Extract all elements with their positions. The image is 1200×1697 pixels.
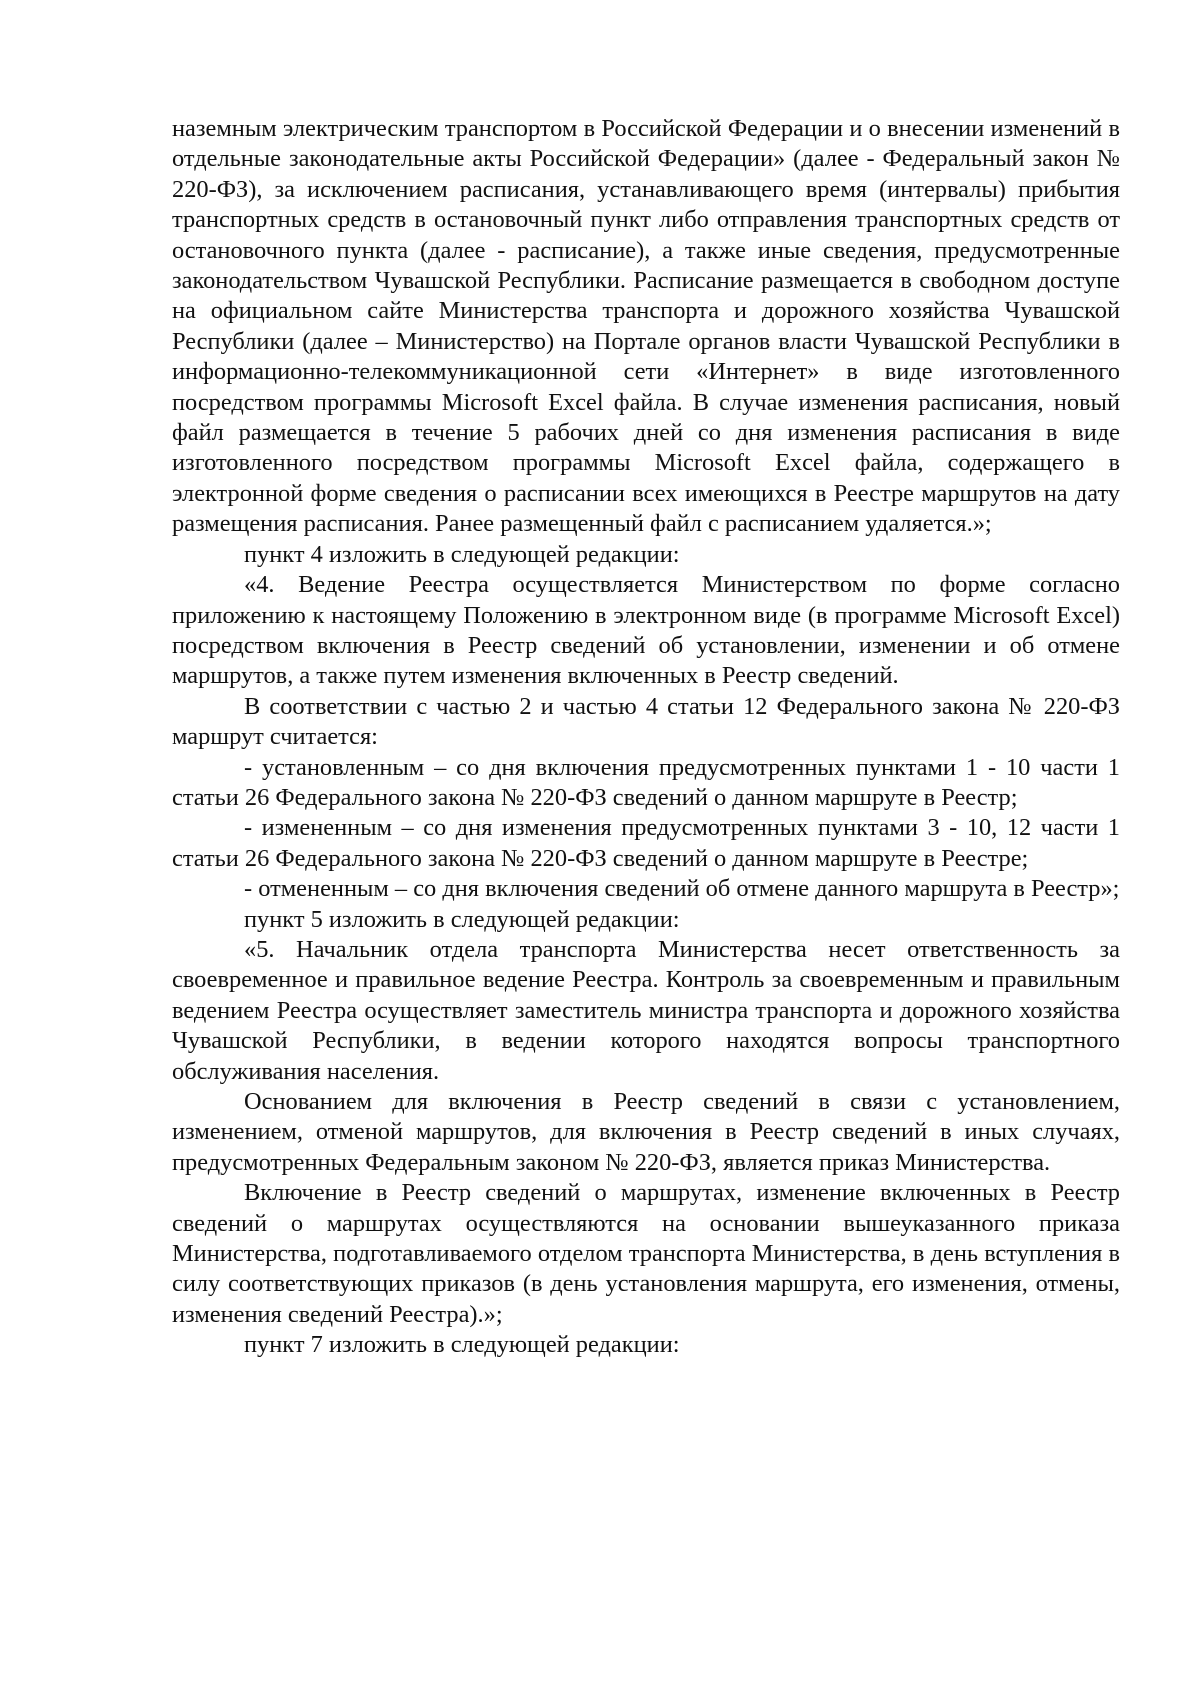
paragraph-route-cancelled: - отмененным – со дня включения сведений об отмене данного маршрута в Реестр»; [244, 875, 1120, 903]
paragraph-item-5-intro: пункт 5 изложить в следующей редакции: [244, 905, 680, 933]
paragraph-schedule-continuation: наземным электрическим транспортом в Российской Федерации и о внесении изменений в отдельные законодательные акты Российской Федерации» (далее - Федеральный закон № 220-ФЗ), за исключением расписания, устанавливающего время (интервалы) прибытия транспортных средств в остановочный пункт либо отправления транспортных средств от остановочного пункта (далее - расписание), а также иные сведения, предусмотренные законодательством Чувашской Республики. Расписание размещается в свободном доступе на официальном сайте Министерства транспорта и дорожного хозяйства Чувашской Республики (далее – Министерство) на Портале органов власти Чувашской Республики в информационно-телекоммуникационной сети «Интернет» в виде изготовленного посредством программы Microsoft Excel файла. В случае изменения расписания, новый файл размещается в течение 5 рабочих дней со дня изменения расписания в виде изготовленного посредством программы Microsoft Excel файла, содержащего в электронной форме сведения о расписании всех имеющихся в Реестре маршрутов на дату размещения расписания. Ранее размещенный файл с расписанием удаляется.»; [172, 115, 1120, 538]
paragraph-route-established: - установленным – со дня включения предусмотренных пунктами 1 - 10 части 1 статьи 26 Федерального закона № 220-ФЗ сведений о данном маршруте в Реестр; [172, 753, 1120, 811]
paragraph-inclusion-procedure: Включение в Реестр сведений о маршрутах, изменение включенных в Реестр сведений о маршрутах осуществляются на основании вышеуказанного приказа Министерства, подготавливаемого отделом транспорта Министерства, в день вступления в силу соответствующих приказов (в день установления маршрута, его изменения, отмены, изменения сведений Реестра).»; [172, 1179, 1120, 1328]
paragraph-route-considered: В соответствии с частью 2 и частью 4 статьи 12 Федерального закона № 220-ФЗ маршрут считается: [172, 692, 1120, 751]
paragraph-item-7-intro: пункт 7 изложить в следующей редакции: [244, 1331, 680, 1359]
paragraph-route-changed: - измененным – со дня изменения предусмотренных пунктами 3 - 10, 12 части 1 статьи 26 Федерального закона № 220-ФЗ сведений о данном маршруте в Реестре; [172, 814, 1120, 872]
paragraph-item-5-text: «5. Начальник отдела транспорта Министерства несет ответственность за своевременное и правильное ведение Реестра. Контроль за своевременным и правильным ведением Реестра осуществляет заместитель министра транспорта и дорожного хозяйства Чувашской Республики, в ведении которого находятся вопросы транспортного обслуживания населения. [172, 935, 1120, 1085]
document-page [172, 114, 1120, 1361]
paragraph-item-4-intro: пункт 4 изложить в следующей редакции: [244, 540, 680, 568]
paragraph-item-4-text: «4. Ведение Реестра осуществляется Министерством по форме согласно приложению к настоящему Положению в электронном виде (в программе Microsoft Excel) посредством включения в Реестр сведений об установлении, изменении и об отмене маршрутов, а также путем изменения включенных в Реестр сведений. [172, 571, 1120, 690]
paragraph-basis-order: Основанием для включения в Реестр сведений в связи с установлением, изменением, отменой маршрутов, для включения в Реестр сведений в иных случаях, предусмотренных Федеральным законом № 220-ФЗ, является приказ Министерства. [172, 1088, 1120, 1176]
